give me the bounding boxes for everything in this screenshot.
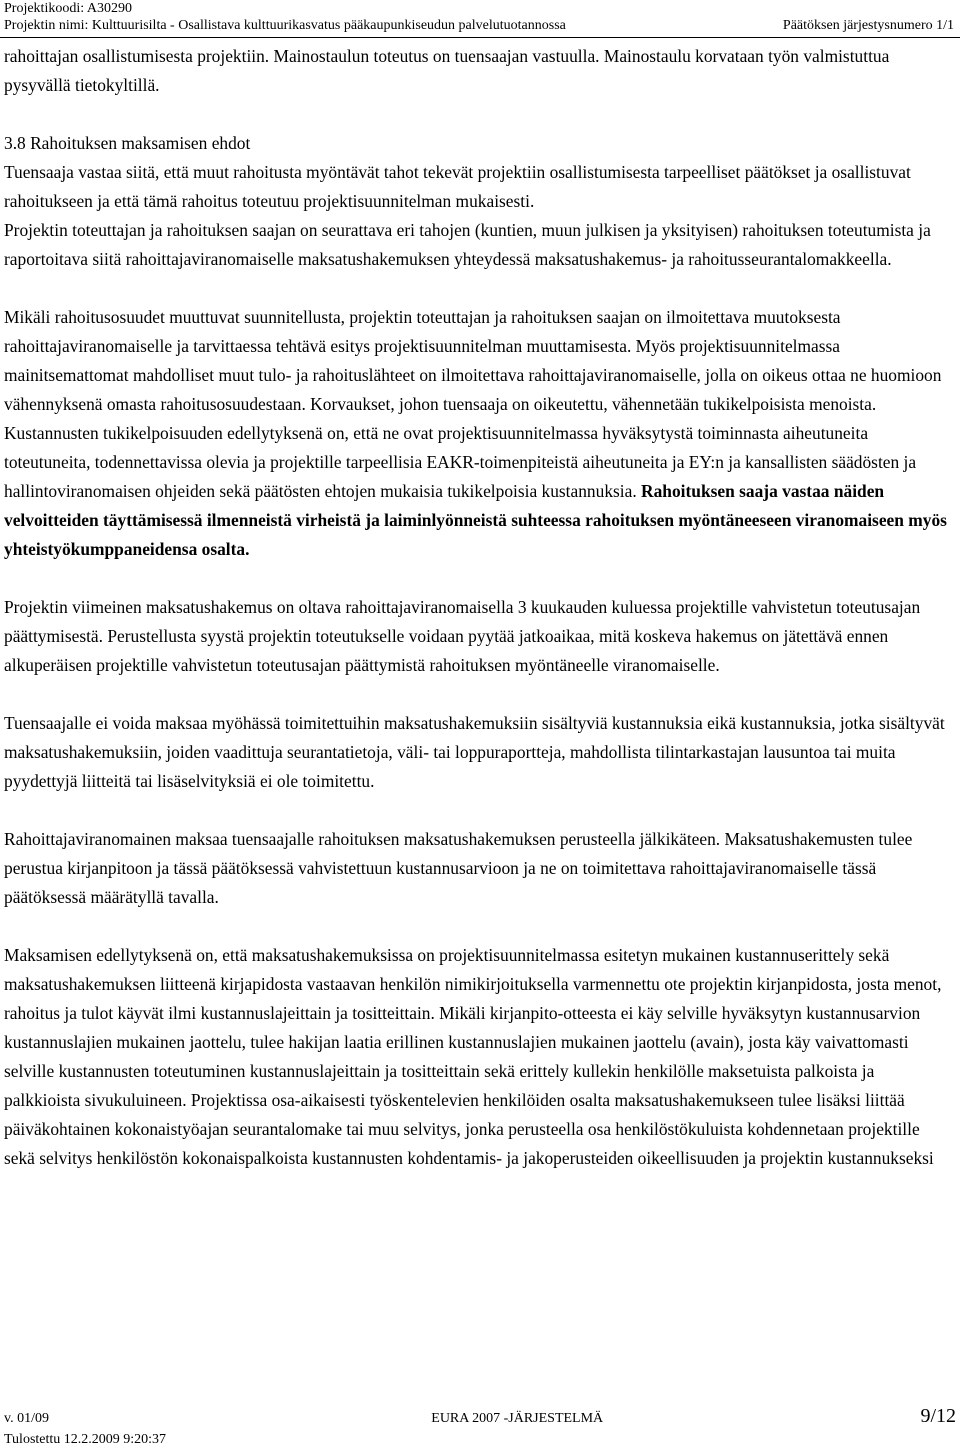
header-divider [0, 37, 960, 38]
project-name: Projektin nimi: Kulttuurisilta - Osallistava kulttuurikasvatus pääkaupunkiseudun palvelutuotannossa [4, 18, 566, 33]
project-name-row [4, 17, 954, 34]
page-header [4, 0, 954, 34]
project-code: Projektikoodi: A30290 [4, 1, 132, 16]
paragraph-1b: Projektin toteuttajan ja rahoituksen saajan on seurattava eri tahojen (kuntien, muun julkisen ja yksityisen) rahoituksen toteutumista ja raportoitava siitä rahoittajaviranomaiselle maksatushakemuksen yhteydessä maksatushakemus- ja rahoitusseurantalomakkeella. [4, 220, 931, 269]
paragraph-2-bold: Rahoituksen saaja vastaa näiden velvoitteiden täyttämisessä ilmenneistä virheistä ja laiminlyönneistä suhteessa rahoituksen myöntäneeseen viranomaiseen myös yhteistyökumppaneidensa osalta. [4, 481, 947, 559]
system-label: EURA 2007 -JÄRJESTELMÄ [431, 1411, 604, 1426]
paragraph-5: Rahoittajaviranomainen maksaa tuensaajalle rahoituksen maksatushakemuksen perusteella jälkikäteen. Maksatushakemusten tulee perustua kirjanpitoon ja tässä päätöksessä vahvistettuun kustannusarvioon ja ne on toimitettava rahoittajaviranomaiselle tässä päätöksessä määrätyllä tavalla. [4, 829, 913, 907]
paragraph-2-text: Mikäli rahoitusosuudet muuttuvat suunnitellusta, projektin toteuttajan ja rahoituksen saajan on ilmoitettava muutoksesta rahoittajaviranomaiselle ja tarvittaessa tehtävä esitys projektisuunnitelman muuttamisesta. Myös projektisuunnitelmassa mainitsemattomat mahdolliset muut tulo- ja rahoituslähteet on ilmoitettava rahoittajaviranomaiselle, jolla on oikeus ottaa ne huomioon vähennyksenä omasta rahoitusosuudestaan. Korvaukset, johon tuensaaja on oikeutettu, vähennetään tukikelpoisista menoista. Kustannusten tukikelpoisuuden edellytyksenä on, että ne ovat projektisuunnitelmassa hyväksytystä toiminnasta aiheutuneita toteutuneita, todennettavissa olevia ja projektille tarpeellisia EAKR-toimenpiteistä aiheutuneita ja EY:n ja kansallisten säädösten ja hallintoviranomaisen ohjeiden sekä päätösten ehtojen mukaisia tukikelpoisia kustannuksia. [4, 307, 942, 501]
intro-paragraph: rahoittajan osallistumisesta projektiin. Mainostaulun toteutus on tuensaajan vastuulla. Mainostaulu korvataan työn valmistuttua pysyvällä tietokyltillä. [4, 46, 890, 95]
page-footer [4, 1406, 956, 1450]
paragraph-4: Tuensaajalle ei voida maksaa myöhässä toimitettuihin maksatushakemuksiin sisältyviä kustannuksia eikä kustannuksia, jotka sisältyvät maksatushakemuksiin, joiden vaadittuja seurantatietoja, väli- tai loppuraportteja, mahdollista tilintarkastajan lausuntoa tai muita pyydettyjä liitteitä tai lisäselvityksiä ei ole toimitettu. [4, 713, 945, 791]
document-body [4, 42, 952, 1173]
paragraph-2 [4, 303, 952, 564]
version-label: v. 01/09 [4, 1411, 49, 1426]
page-number: 9/12 [920, 1405, 956, 1427]
paragraph-1a: Tuensaaja vastaa siitä, että muut rahoitusta myöntävät tahot tekevät projektiin osallistumisesta tarpeelliset päätökset ja osallistuvat rahoitukseen ja että tämä rahoitus toteutuu projektisuunnitelman mukaisesti. [4, 162, 911, 211]
section-heading: 3.8 Rahoituksen maksamisen ehdot [4, 133, 251, 153]
print-timestamp: Tulostettu 12.2.2009 9:20:37 [4, 1432, 167, 1447]
decision-order: Päätöksen järjestysnumero 1/1 [782, 18, 954, 33]
paragraph-6: Maksamisen edellytyksenä on, että maksatushakemuksissa on projektisuunnitelmassa esitetyn mukainen kustannuserittely sekä maksatushakemuksen liitteenä kirjapidosta vastaavan henkilön nimikirjoituksella varmennettu ote projektin kirjanpidosta, josta menot, rahoitus ja tulot käyvät ilmi kustannuslajeittain ja tositteittain. Mikäli kirjanpito-otteesta ei käy selville hyväksytyn kustannusarvion kustannuslajien mukainen jaottelu, tulee hakijan laatia erillinen kustannuslajien mukainen jaottelu (avain), josta käy vaivattomasti selville kustannusten toteutuminen kustannuslajeittain ja tositteittain sekä erittely kullekin henkilölle maksetuista palkoista ja palkkioista sivukuluineen. Projektissa osa-aikaisesti työskentelevien henkilöiden osalta maksatushakemukseen tulee lisäksi liittää päiväkohtainen kokonaistyöajan seurantalomake tai muu selvitys, jonka perusteella osa henkilöstökuluista kohdennetaan projektille sekä selvitys henkilöstön kokonaispalkoista kustannusten kohdentamis- ja jakoperusteiden oikeellisuuden ja projektin kustannukseksi [4, 945, 942, 1168]
paragraph-3: Projektin viimeinen maksatushakemus on oltava rahoittajaviranomaisella 3 kuukauden kuluessa projektille vahvistetun toteutusajan päättymisestä. Perustellusta syystä projektin toteutukselle voidaan pyytää jatkoaikaa, mitä koskeva hakemus on jätettävä ennen alkuperäisen projektille vahvistetun toteutusajan päättymistä rahoituksen myöntäneelle viranomaiselle. [4, 597, 921, 675]
